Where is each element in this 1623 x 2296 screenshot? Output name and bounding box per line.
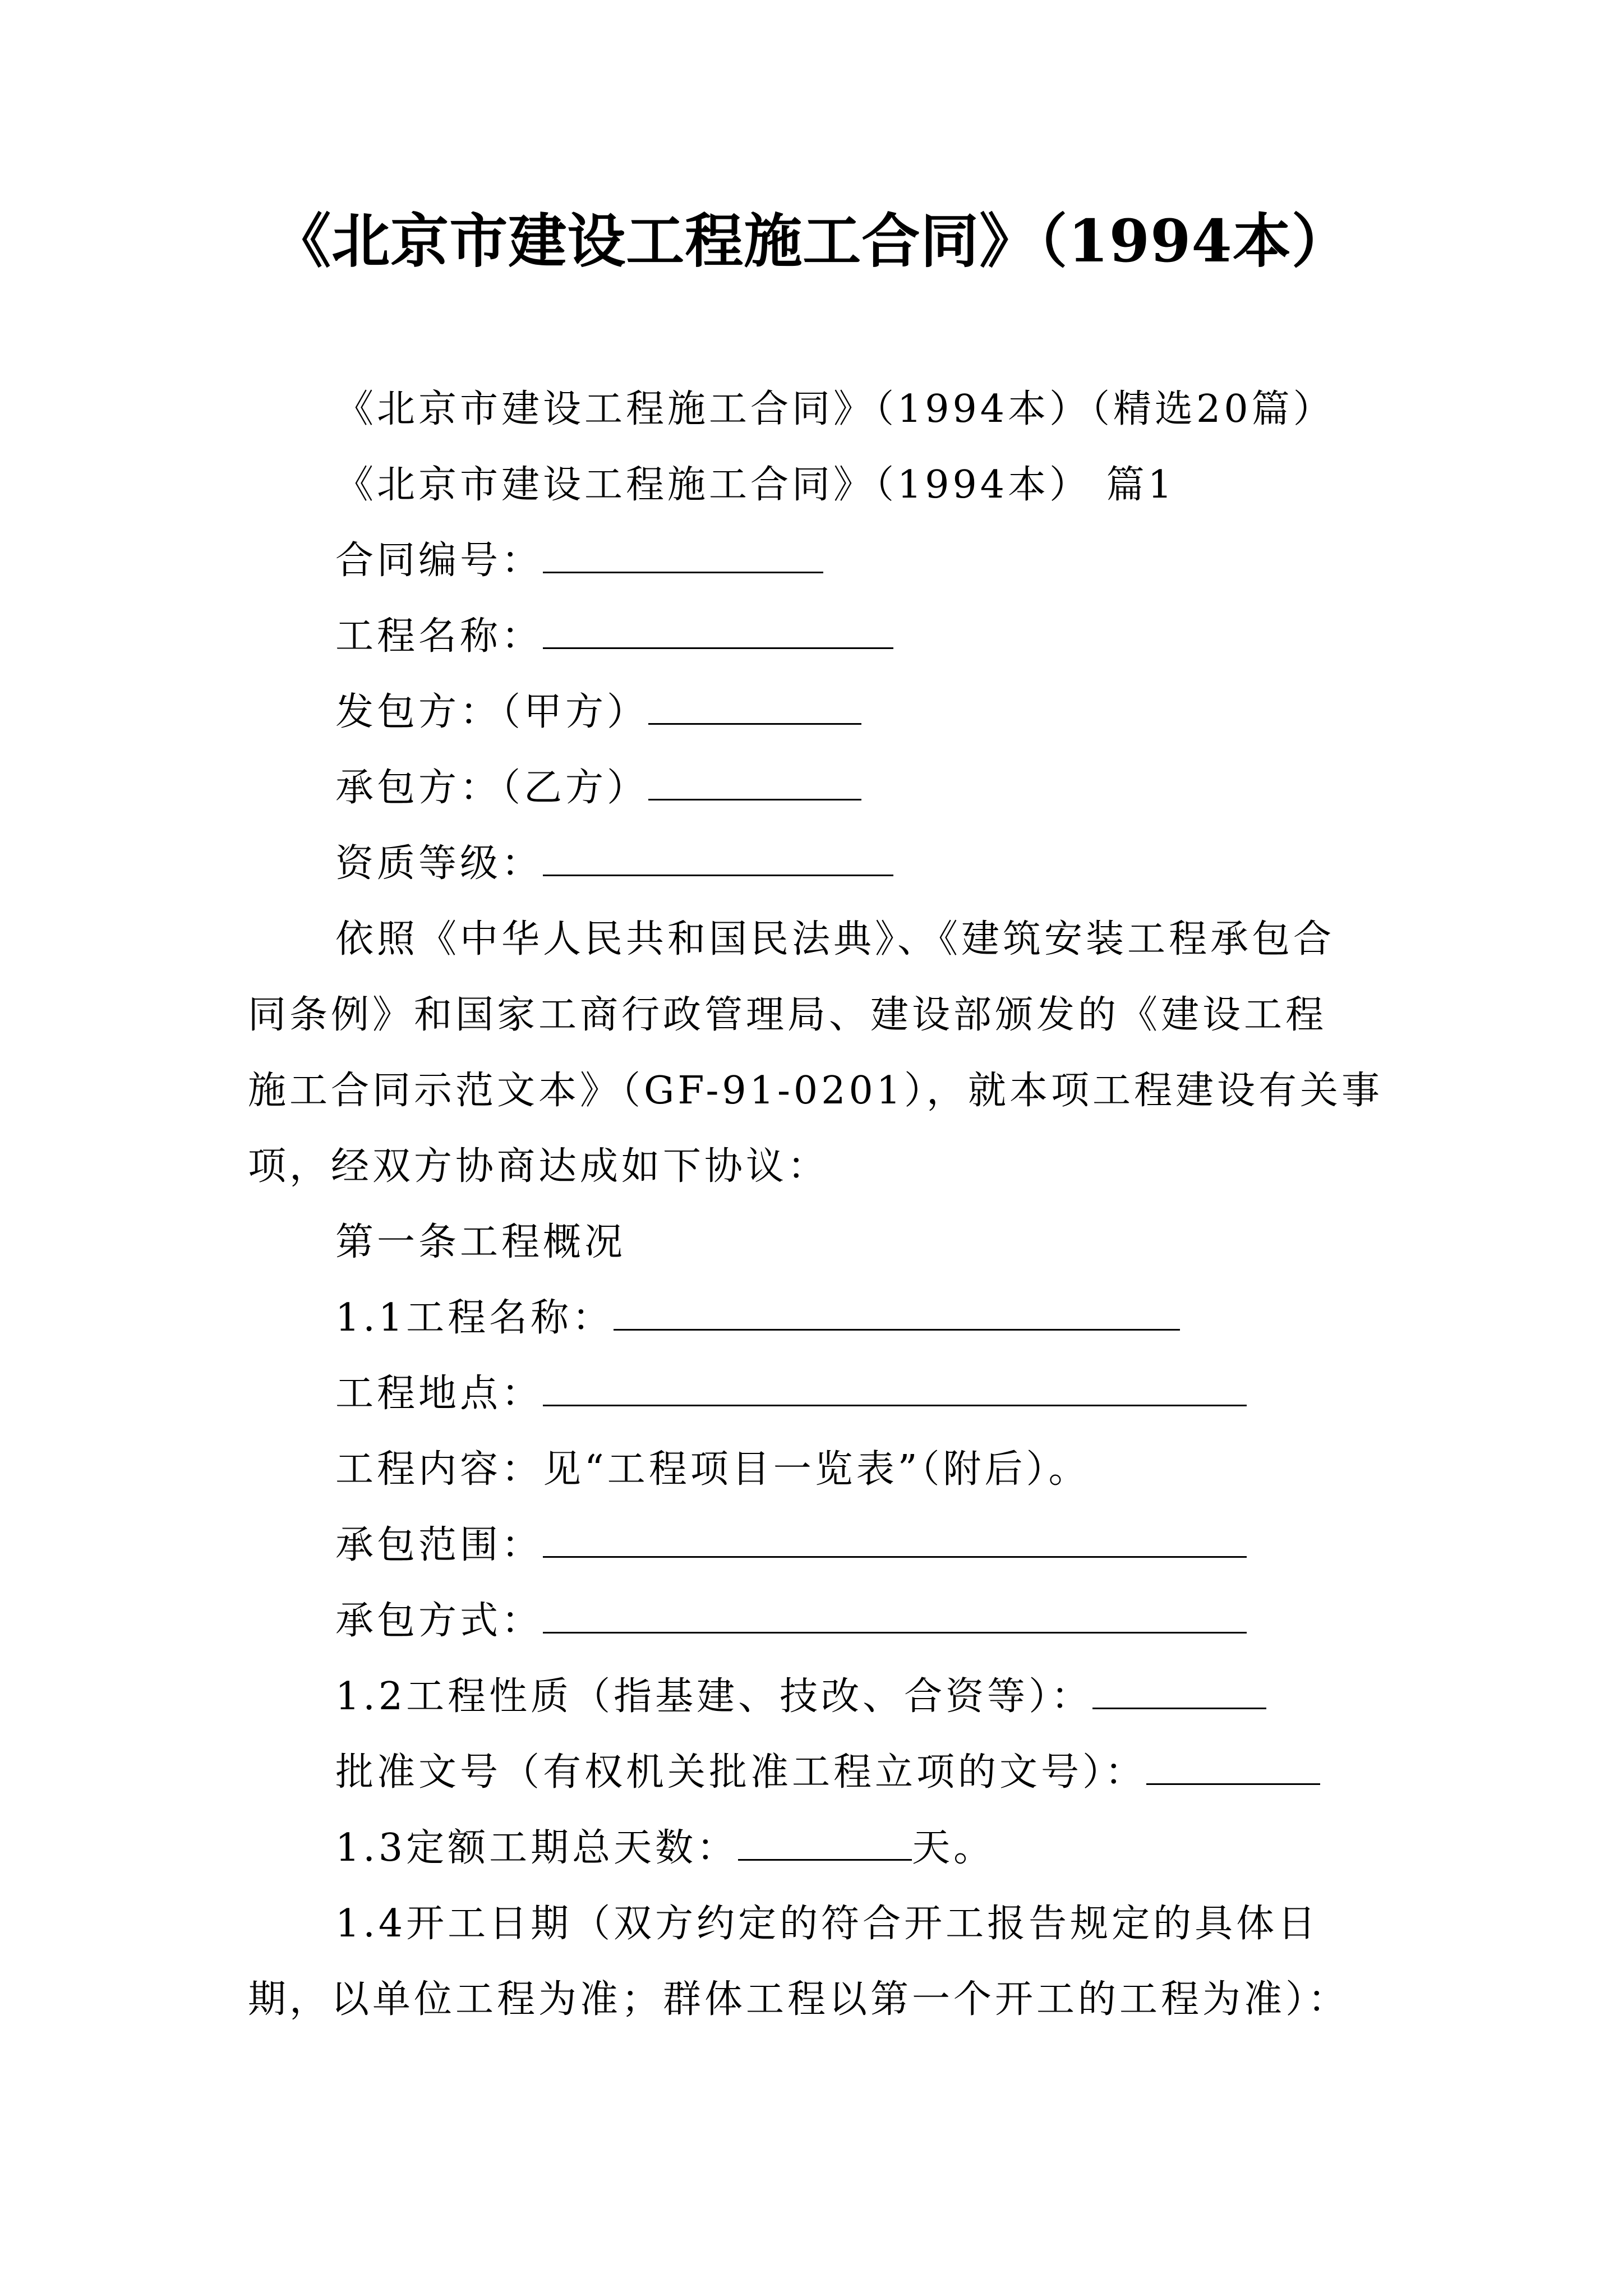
qualification-blank xyxy=(543,842,893,876)
item-1-1-field xyxy=(335,1293,1180,1343)
method-label: 承包方式： xyxy=(335,1599,543,1643)
location-field xyxy=(335,1369,1247,1419)
item-1-3-label: 1.3定额工期总天数： xyxy=(335,1826,739,1870)
intro-paragraph-line: 同条例》和国家工商行政管理局、建设部颁发的《建设工程 xyxy=(248,993,1327,1037)
article-1-heading: 第一条工程概况 xyxy=(335,1220,626,1264)
item-1-3-unit: 天。 xyxy=(912,1826,995,1870)
party-a-field xyxy=(335,687,861,738)
item-1-1-label: 1.1工程名称： xyxy=(335,1296,614,1340)
scope-blank xyxy=(543,1524,1247,1558)
content-line: 工程内容：见“工程项目一览表”（附后）。 xyxy=(335,1447,1090,1492)
item-1-3-field xyxy=(335,1823,995,1874)
project-name-label: 工程名称： xyxy=(335,614,543,659)
method-blank xyxy=(543,1599,1247,1634)
party-a-label: 发包方：（甲方） xyxy=(335,690,649,734)
item-1-2-field xyxy=(335,1672,1266,1722)
project-name-field xyxy=(335,611,893,662)
approval-number-label: 批准文号（有权机关批准工程立项的文号）： xyxy=(335,1750,1147,1795)
item-1-4-line: 1.4开工日期（双方约定的符合开工报告规定的具体日 xyxy=(335,1902,1320,1946)
contract-number-blank xyxy=(543,539,823,573)
qualification-field xyxy=(335,839,893,889)
scope-field xyxy=(335,1520,1247,1571)
location-blank xyxy=(543,1372,1247,1406)
method-field xyxy=(335,1596,1247,1646)
page-title: 《北京市建设工程施工合同》（1994本） xyxy=(273,206,1350,275)
party-b-blank xyxy=(648,766,861,800)
intro-paragraph-line: 项，经双方协商达成如下协议： xyxy=(248,1144,829,1189)
item-1-2-label: 1.2工程性质（指基建、技改、合资等）： xyxy=(335,1674,1093,1719)
section-heading: 《北京市建设工程施工合同》（1994本） 篇1 xyxy=(335,463,1175,507)
item-1-2-blank xyxy=(1092,1675,1266,1709)
intro-paragraph-line: 依照《中华人民共和国民法典》、《建筑安装工程承包合 xyxy=(335,917,1335,961)
party-b-label: 承包方：（乙方） xyxy=(335,766,649,810)
location-label: 工程地点： xyxy=(335,1372,543,1416)
item-1-3-blank xyxy=(738,1826,912,1861)
approval-number-blank xyxy=(1146,1751,1320,1785)
contract-number-field xyxy=(335,536,823,586)
contract-number-label: 合同编号： xyxy=(335,539,543,583)
item-1-4-line: 期，以单位工程为准；群体工程以第一个开工的工程为准）： xyxy=(248,1977,1350,2022)
intro-paragraph-line: 施工合同示范文本》（GF-91-0201），就本项工程建设有关事 xyxy=(248,1069,1383,1113)
project-name-blank xyxy=(543,615,893,649)
party-b-field xyxy=(335,763,861,813)
scope-label: 承包范围： xyxy=(335,1523,543,1567)
approval-number-field xyxy=(335,1747,1320,1798)
party-a-blank xyxy=(648,691,861,725)
document-subtitle: 《北京市建设工程施工合同》（1994本）（精选20篇） xyxy=(335,387,1335,431)
item-1-1-blank xyxy=(614,1296,1180,1331)
qualification-label: 资质等级： xyxy=(335,841,543,886)
